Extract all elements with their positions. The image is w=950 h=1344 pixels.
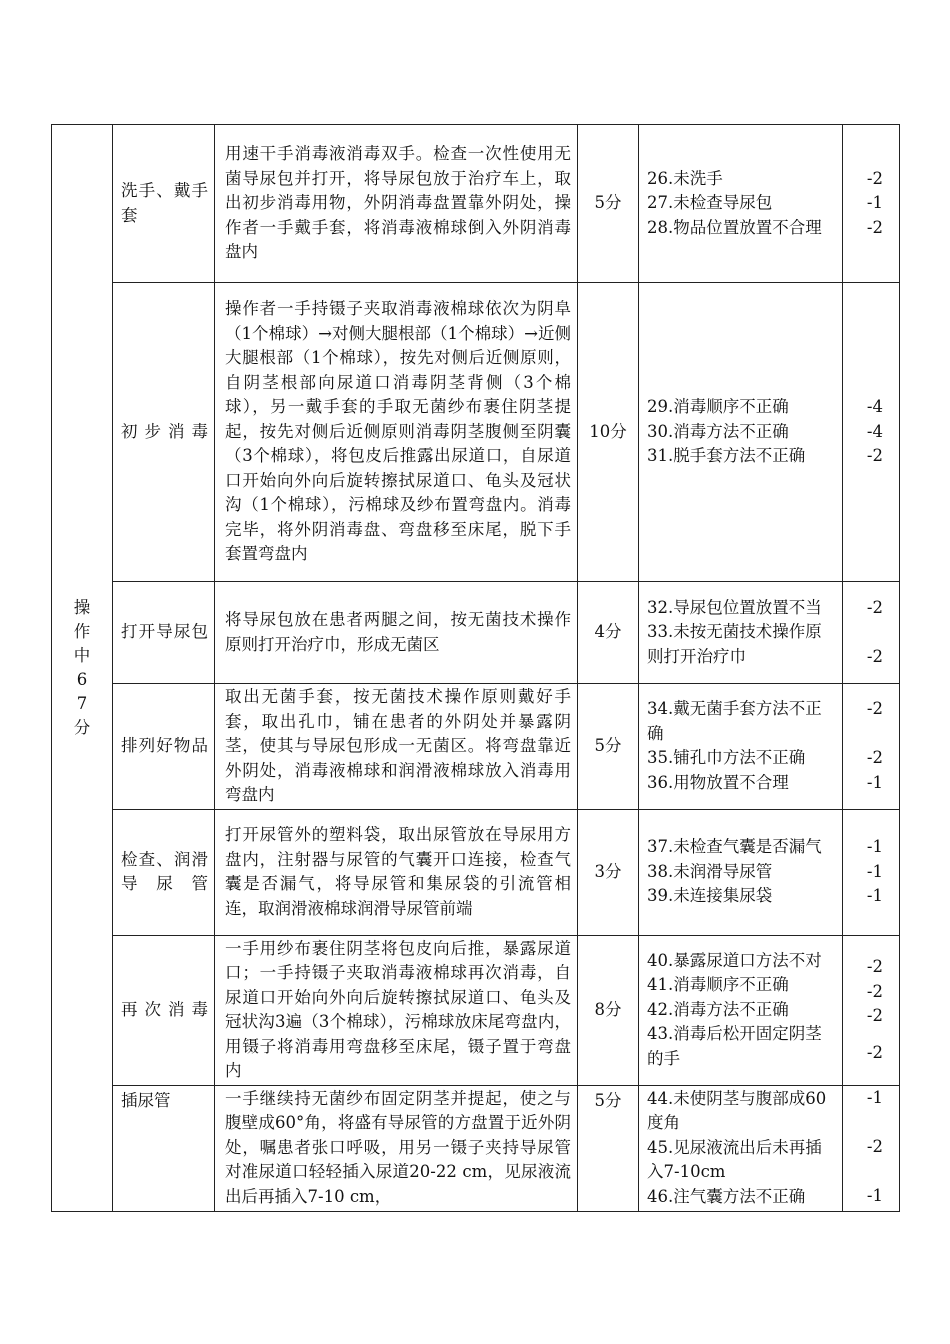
deduction-value: -1 [866, 193, 883, 213]
scoring-table [51, 124, 900, 1212]
deduction-value: -1 [866, 1185, 883, 1205]
deduction-values-cell [843, 809, 900, 935]
step-cell: 再次消毒 [113, 935, 215, 1085]
deduction-value: -2 [866, 748, 883, 768]
score-cell: 5分 [578, 125, 639, 283]
deduction-value: -4 [866, 421, 883, 441]
deduction-value: -2 [866, 217, 883, 237]
deduction-value: -1 [866, 886, 883, 906]
description-cell: 一手用纱布裹住阴茎将包皮向后推，暴露尿道口；一手持镊子夹取消毒液棉球再次消毒，自尿道口开始向外向后旋转擦拭尿道口、龟头及冠状沟3遍（3个棉球），污棉球放床尾弯盘内，用镊子将消毒用弯盘移至床尾，镊子置于弯盘内 [215, 935, 578, 1085]
description-cell: 取出无菌手套，按无菌技术操作原则戴好手套，取出孔巾，铺在患者的外阴处并暴露阴茎，使其与导尿包形成一无菌区。将弯盘靠近外阴处，消毒液棉球和润滑液棉球放入消毒用弯盘内 [215, 684, 578, 810]
deduction-value: -2 [866, 597, 883, 617]
step-cell: 排列好物品 [113, 684, 215, 810]
deduction-item: 44.未使阴茎与腹部成60度角 [647, 1088, 827, 1132]
section-cell [52, 125, 113, 1212]
table-row [52, 684, 900, 810]
deduction-value: -1 [866, 772, 883, 792]
deduction-value: -2 [866, 168, 883, 188]
deduction-value: -2 [866, 446, 883, 466]
deduction-values-cell [843, 582, 900, 684]
table-row [52, 125, 900, 283]
deduction-item: 27.未检查导尿包 [647, 193, 773, 213]
deduction-item: 36.用物放置不合理 [647, 772, 789, 792]
step-cell: 插尿管 [113, 1085, 215, 1211]
deduction-item: 35.铺孔巾方法不正确 [647, 748, 806, 768]
deduction-items-cell [639, 283, 843, 582]
deduction-value: -2 [866, 646, 883, 666]
description-cell: 将导尿包放在患者两腿之间，按无菌技术操作原则打开治疗巾，形成无菌区 [215, 582, 578, 684]
deduction-value: -1 [866, 837, 883, 857]
deduction-items-cell [639, 125, 843, 283]
step-cell: 初步消毒 [113, 283, 215, 582]
deduction-item: 37.未检查气囊是否漏气 [647, 837, 822, 857]
deduction-value: -2 [866, 957, 883, 976]
deduction-values-cell [843, 283, 900, 582]
description-cell: 一手继续持无菌纱布固定阴茎并提起，使之与腹壁成60°角，将盛有导尿管的方盘置于近外阴处，嘱患者张口呼吸，用另一镊子夹持导尿管对准尿道口轻轻插入尿道20-22 cm，见尿液流出后再插入7-10 cm， [215, 1085, 578, 1211]
deduction-item: 33.未按无菌技术操作原则打开治疗巾 [647, 622, 822, 666]
deduction-value: -2 [866, 1006, 883, 1025]
table-row [52, 1085, 900, 1211]
deduction-values-cell [843, 125, 900, 283]
score-cell: 3分 [578, 809, 639, 935]
deduction-values-cell [843, 1085, 900, 1211]
description-cell: 用速干手消毒液消毒双手。检查一次性使用无菌导尿包并打开，将导尿包放于治疗车上，取出初步消毒用物，外阴消毒盘置靠外阴处，操作者一手戴手套，将消毒液棉球倒入外阴消毒盘内 [215, 125, 578, 283]
score-cell: 5分 [578, 1085, 639, 1211]
description-cell: 打开尿管外的塑料袋，取出尿管放在导尿用方盘内，注射器与尿管的气囊开口连接，检查气囊是否漏气，将导尿管和集尿袋的引流管相连，取润滑液棉球润滑导尿管前端 [215, 809, 578, 935]
step-cell: 打开导尿包 [113, 582, 215, 684]
deduction-values-cell [843, 935, 900, 1085]
table-row [52, 283, 900, 582]
deduction-value: -1 [866, 861, 883, 881]
deduction-value: -1 [866, 1087, 883, 1107]
description-cell: 操作者一手持镊子夹取消毒液棉球依次为阴阜（1个棉球）→对侧大腿根部（1个棉球）→近侧大腿根部（1个棉球），按先对侧后近侧原则，自阴茎根部向尿道口消毒阴茎背侧（3个棉球），另一戴手套的手取无菌纱布裹住阴茎提起，按先对侧后近侧原则消毒阴茎腹侧至阴囊（3个棉球），将包皮后推露出尿道口，自尿道口开始向外向后旋转擦拭尿道口、龟头及冠状沟（1个棉球），污棉球及纱布置弯盘内。消毒完毕，将外阴消毒盘、弯盘移至床尾，脱下手套置弯盘内 [215, 283, 578, 582]
deduction-items-cell [639, 582, 843, 684]
deduction-values-cell [843, 684, 900, 810]
step-cell: 检查、润滑导尿管 [113, 809, 215, 935]
deduction-value: -2 [866, 699, 883, 719]
deduction-items-cell [639, 809, 843, 935]
deduction-item: 42.消毒方法不正确 [647, 999, 789, 1019]
deduction-items-cell [639, 1085, 843, 1211]
step-cell: 洗手、戴手套 [113, 125, 215, 283]
deduction-value: -2 [866, 1136, 883, 1156]
deduction-value: -2 [866, 981, 883, 1001]
deduction-items-cell [639, 684, 843, 810]
deduction-items-cell [639, 935, 843, 1085]
deduction-item: 43.消毒后松开固定阴茎的手 [647, 1024, 822, 1068]
score-cell: 4分 [578, 582, 639, 684]
score-cell: 8分 [578, 935, 639, 1085]
score-cell: 10分 [578, 283, 639, 582]
deduction-item: 29.消毒顺序不正确 [647, 397, 789, 417]
deduction-item: 26.未洗手 [647, 168, 723, 188]
deduction-item: 34.戴无菌手套方法不正确 [647, 699, 822, 743]
table-row [52, 809, 900, 935]
deduction-value: -2 [866, 1042, 883, 1062]
deduction-item: 39.未连接集尿袋 [647, 886, 773, 906]
deduction-item: 38.未润滑导尿管 [647, 861, 773, 881]
deduction-item: 30.消毒方法不正确 [647, 421, 789, 441]
deduction-item: 40.暴露尿道口方法不对 [647, 950, 822, 970]
deduction-item: 46.注气囊方法不正确 [647, 1186, 806, 1206]
table-row [52, 935, 900, 1085]
section-label: 操作中67分 [73, 597, 91, 737]
table-row [52, 582, 900, 684]
deduction-item: 32.导尿包位置放置不当 [647, 597, 822, 617]
deduction-item: 41.消毒顺序不正确 [647, 975, 789, 995]
deduction-value: -4 [866, 397, 883, 417]
deduction-item: 31.脱手套方法不正确 [647, 446, 806, 466]
deduction-item: 28.物品位置放置不合理 [647, 217, 822, 237]
score-cell: 5分 [578, 684, 639, 810]
deduction-item: 45.见尿液流出后未再插入7-10cm [647, 1137, 822, 1181]
